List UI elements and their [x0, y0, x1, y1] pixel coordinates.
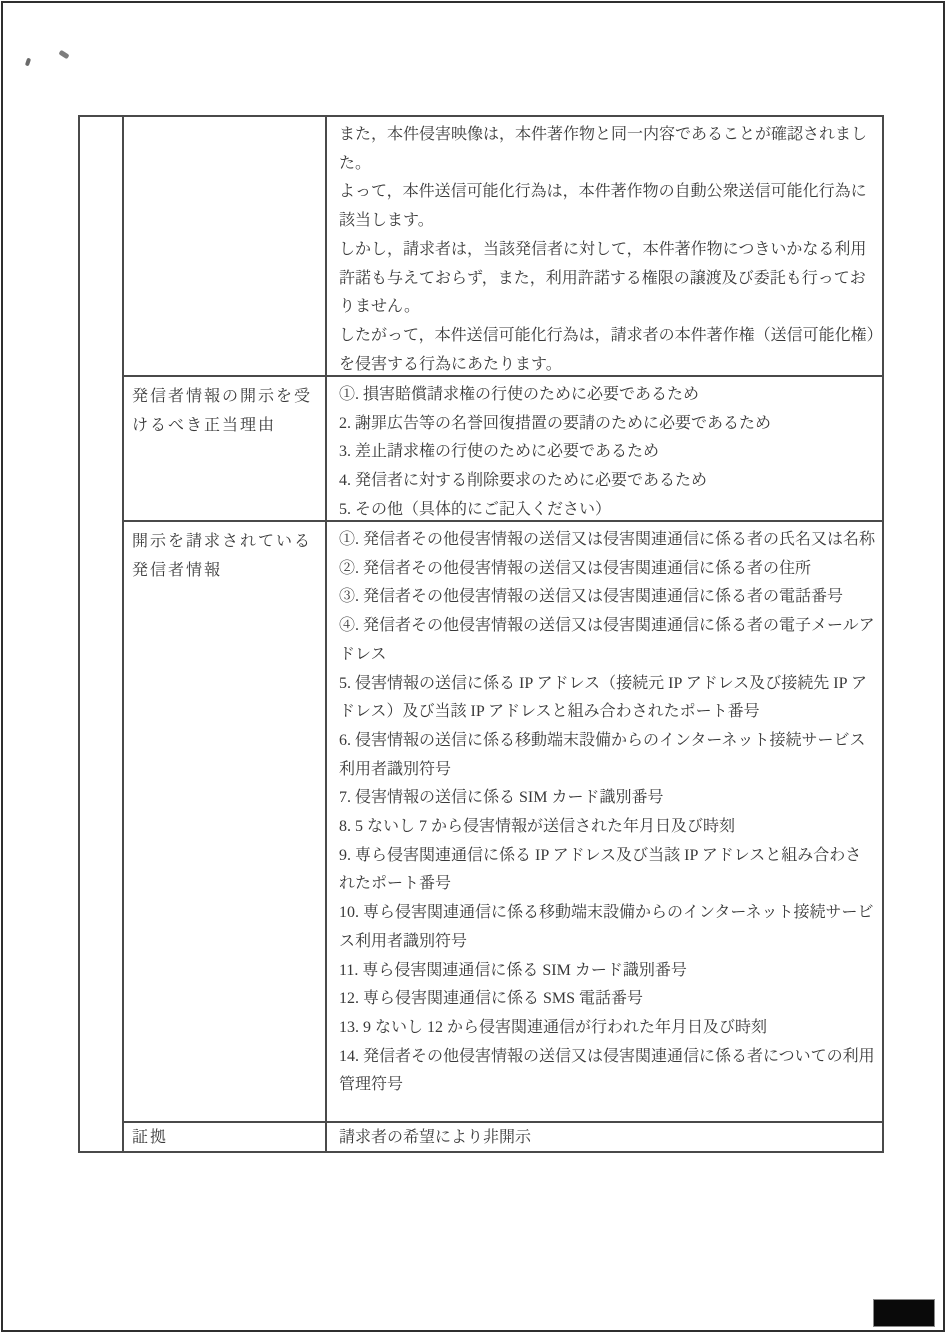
list-item: ④. 発信者その他侵害情報の送信又は侵害関連通信に係る者の電子メールアドレス [339, 617, 875, 663]
list-item: 10. 専ら侵害関連通信に係る移動端末設備からのインターネット接続サービス利用者識別符号 [339, 904, 874, 950]
list-item: 7. 侵害情報の送信に係る SIM カード識別番号 [339, 789, 664, 807]
list-item: 14. 発信者その他侵害情報の送信又は侵害関連通信に係る者についての利用管理符号 [339, 1047, 875, 1094]
justification-list-cell [325, 375, 882, 520]
list-item: 12. 専ら侵害関連通信に係る SMS 電話番号 [339, 990, 644, 1008]
disclosure-request-table [78, 115, 884, 1153]
list-item: 2. 謝罪広告等の名誉回復措置の要請のために必要であるため [339, 414, 772, 432]
list-item: 5. その他（具体的にご記入ください） [339, 500, 612, 518]
row-label-cell [124, 1121, 325, 1151]
list-item: ③. 発信者その他侵害情報の送信又は侵害関連通信に係る者の電話番号 [339, 588, 844, 606]
list-item: 9. 専ら侵害関連通信に係る IP アドレス及び当該 IP アドレスと組み合わされたポート番号 [339, 846, 862, 893]
redaction-block [873, 1299, 935, 1327]
paragraph: しかし，請求者は，当該発信者に対して，本件著作物につきいかなる利用許諾も与えておらず，また，利用許諾する権限の譲渡及び委託も行っておりません。 [339, 240, 867, 316]
ink-speck [25, 58, 31, 67]
list-item: 4. 発信者に対する削除要求のために必要であるため [339, 472, 708, 490]
sender-info-list-cell [325, 520, 882, 1121]
list-item: ①. 発信者その他侵害情報の送信又は侵害関連通信に係る者の氏名又は名称 [339, 531, 876, 548]
table-left-margin-cell [80, 117, 124, 1151]
row-label: 発信者情報の開示を受けるべき正当理由 [132, 388, 313, 434]
ink-speck [58, 50, 69, 60]
list-item: ①. 損害賠償請求権の行使のために必要であるため [339, 386, 700, 403]
paragraph: また，本件侵害映像は，本件著作物と同一内容であることが確認されました。 [339, 126, 868, 172]
list-item: 13. 9 ないし 12 から侵害関連通信が行われた年月日及び時刻 [339, 1018, 768, 1036]
list-item: ②. 発信者その他侵害情報の送信又は侵害関連通信に係る者の住所 [339, 559, 812, 577]
list-item: 11. 専ら侵害関連通信に係る SIM カード識別番号 [339, 961, 687, 979]
row-label-cell [124, 117, 325, 375]
row-label: 証拠 [132, 1129, 169, 1146]
paragraph: よって，本件送信可能化行為は，本件著作物の自動公衆送信可能化行為に該当します。 [339, 183, 867, 230]
row-label-cell [124, 375, 325, 520]
evidence-cell [325, 1121, 882, 1151]
infringement-statement-cell [325, 117, 882, 375]
list-item: 5. 侵害情報の送信に係る IP アドレス（接続元 IP アドレス及び接続先 IP アドレス）及び当該 IP アドレスと組み合わされたポート番号 [339, 674, 867, 721]
row-label-cell [124, 520, 325, 1121]
evidence-value: 請求者の希望により非開示 [339, 1129, 532, 1146]
list-item: 6. 侵害情報の送信に係る移動端末設備からのインターネット接続サービス利用者識別符号 [339, 731, 866, 778]
list-item: 3. 差止請求権の行使のために必要であるため [339, 443, 660, 461]
row-label: 開示を請求されている発信者情報 [132, 533, 313, 579]
paragraph: したがって，本件送信可能化行為は，請求者の本件著作権（送信可能化権）を侵害する行為にあたります。 [339, 326, 875, 373]
list-item: 8. 5 ないし 7 から侵害情報が送信された年月日及び時刻 [339, 818, 736, 836]
